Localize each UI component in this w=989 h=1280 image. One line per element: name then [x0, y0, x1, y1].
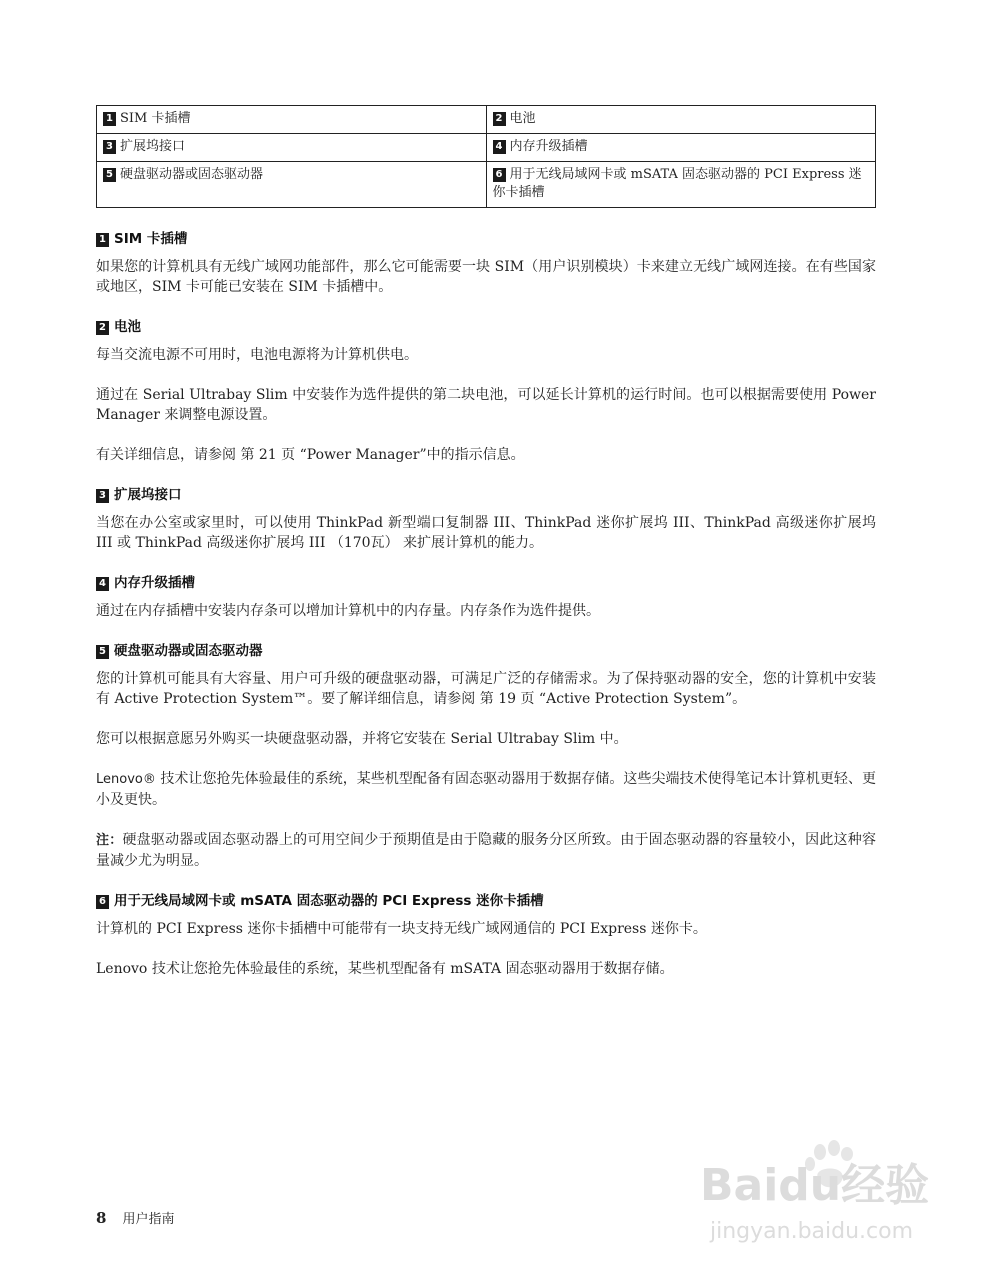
section-heading: [96, 573, 876, 593]
paragraph: Lenovo 技术让您抢先体验最佳的系统，某些机型配备有 mSATA 固态驱动器用于数据存储。: [96, 961, 674, 977]
cell-label: 电池: [509, 111, 536, 126]
section-title: 用于无线局域网卡或 mSATA 固态驱动器的 PCI Express 迷你卡插槽: [114, 893, 544, 909]
callout-badge: 6: [96, 895, 109, 909]
callout-badge: 3: [103, 140, 116, 154]
callout-badge: 3: [96, 489, 109, 503]
paragraph: 计算机的 PCI Express 迷你卡插槽中可能带有一块支持无线广域网通信的 PCI Express 迷你卡。: [96, 921, 707, 937]
component-overview-table: [96, 105, 876, 208]
table-cell: [97, 134, 487, 162]
section-heading: [96, 485, 876, 505]
cell-label: 内存升级插槽: [509, 139, 588, 154]
baidu-watermark-logo: [700, 1138, 960, 1248]
section-title: 内存升级插槽: [114, 575, 195, 591]
section-docking-connector: [96, 485, 876, 553]
table-row: [97, 106, 876, 134]
callout-badge: 5: [96, 645, 109, 659]
paragraph: 通过在 Serial Ultrabay Slim 中安装作为选件提供的第二块电池，可以延长计算机的运行时间。也可以根据需要使用 Power Manager 来调整电源设置。: [96, 387, 876, 423]
callout-badge: 2: [96, 321, 109, 335]
note-text: 硬盘驱动器或固态驱动器上的可用空间少于预期值是由于隐藏的服务分区所致。由于固态驱动器的容量较小，因此这种容量减少尤为明显。: [96, 832, 876, 869]
section-title: 硬盘驱动器或固态驱动器: [114, 643, 263, 659]
table-row: [97, 162, 876, 208]
paragraph: 每当交流电源不可用时，电池电源将为计算机供电。: [96, 347, 418, 363]
note-label: 注：: [96, 833, 123, 848]
watermark-logo-text: Baidu经验: [700, 1160, 930, 1211]
table-cell: [486, 162, 876, 208]
paragraph: 通过在内存插槽中安装内存条可以增加计算机中的内存量。内存条作为选件提供。: [96, 603, 600, 619]
cell-label: 用于无线局域网卡或 mSATA 固态驱动器的 PCI Express 迷你卡插槽: [492, 167, 862, 200]
paragraph: 如果您的计算机具有无线广域网功能部件，那么它可能需要一块 SIM（用户识别模块）卡来建立无线广域网连接。在有些国家或地区，SIM 卡可能已安装在 SIM 卡插槽中。: [96, 259, 876, 295]
page-footer: [96, 1208, 174, 1227]
callout-badge: 1: [96, 233, 109, 247]
callout-badge: 6: [493, 168, 506, 182]
section-memory-slot: [96, 573, 876, 621]
section-heading: [96, 891, 876, 911]
section-title: 扩展坞接口: [114, 487, 182, 503]
page-number: 8: [96, 1209, 107, 1227]
callout-badge: 4: [493, 140, 506, 154]
paragraph: 有关详细信息，请参阅 第 21 页 “Power Manager”中的指示信息。: [96, 447, 525, 463]
section-heading: [96, 641, 876, 661]
cell-label: 硬盘驱动器或固态驱动器: [120, 167, 264, 182]
paragraph: [96, 769, 876, 810]
section-title: SIM 卡插槽: [114, 231, 188, 247]
paragraph-text: 技术让您抢先体验最佳的系统，某些机型配备有固态驱动器用于数据存储。这些尖端技术使得笔记本计算机更轻、更小及更快。: [96, 771, 876, 808]
table-cell: [97, 162, 487, 208]
book-title: 用户指南: [122, 1212, 175, 1227]
paragraph: 您可以根据意愿另外购买一块硬盘驱动器，并将它安装在 Serial Ultrabay Slim 中。: [96, 731, 628, 747]
callout-badge: 2: [493, 112, 506, 126]
callout-badge: 4: [96, 577, 109, 591]
table-cell: [486, 134, 876, 162]
paragraph: 当您在办公室或家里时，可以使用 ThinkPad 新型端口复制器 III、ThinkPad 迷你扩展坞 III、ThinkPad 高级迷你扩展坞 III 或 ThinkPad 高级迷你扩展坞 III （170瓦） 来扩展计算机的能力。: [96, 515, 876, 551]
section-list: [96, 229, 876, 999]
section-storage-drive: [96, 641, 876, 871]
table-cell: [97, 106, 487, 134]
watermark-url: jingyan.baidu.com: [710, 1219, 914, 1244]
section-pci-express-slot: [96, 891, 876, 979]
section-battery: [96, 317, 876, 465]
section-sim-card-slot: [96, 229, 876, 297]
callout-badge: 1: [103, 112, 116, 126]
table-row: [97, 134, 876, 162]
callout-badge: 5: [103, 168, 116, 182]
note-paragraph: [96, 830, 876, 871]
cell-label: SIM 卡插槽: [120, 111, 191, 126]
paragraph: 您的计算机可能具有大容量、用户可升级的硬盘驱动器，可满足广泛的存储需求。为了保持驱动器的安全，您的计算机中安装有 Active Protection System™。要了解详细信息，请参阅 第 19 页 “Active Protection System”。: [96, 671, 876, 707]
cell-label: 扩展坞接口: [120, 139, 186, 154]
section-heading: [96, 317, 876, 337]
section-title: 电池: [114, 319, 141, 335]
brand-name: Lenovo®: [96, 772, 156, 787]
table-cell: [486, 106, 876, 134]
section-heading: [96, 229, 876, 249]
